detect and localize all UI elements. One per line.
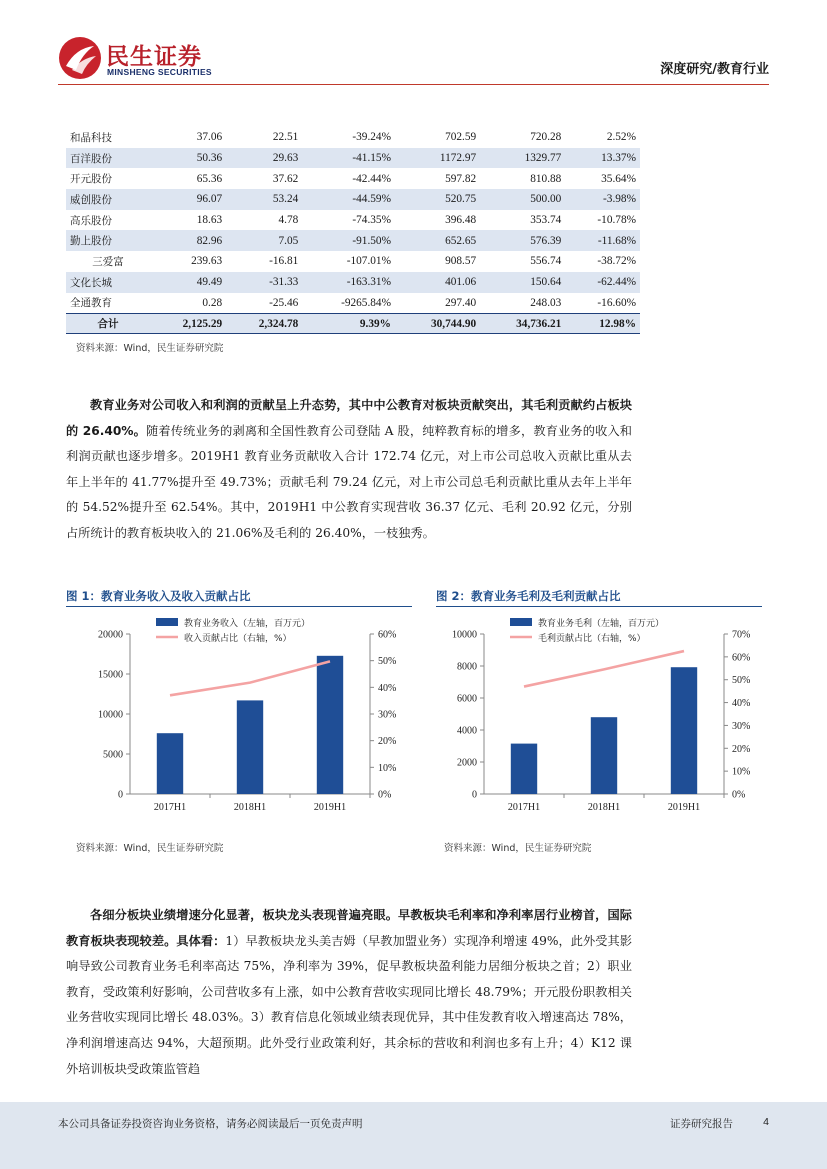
y-tick-label-right: 20% xyxy=(732,743,751,755)
value-cell-c2: -16.81 xyxy=(269,255,299,268)
company-name-cell: 三爱富 xyxy=(92,255,124,268)
figure2-chart xyxy=(420,610,766,822)
x-tick-label: 2019H1 xyxy=(313,802,347,813)
bar xyxy=(671,667,697,794)
value-cell-c3: -41.15% xyxy=(302,148,395,169)
legend-bar-swatch xyxy=(510,618,532,626)
footer-report-label: 证券研究报告 xyxy=(670,1118,733,1130)
y-tick-label-left: 10000 xyxy=(452,629,477,641)
y-tick-label-left: 4000 xyxy=(457,725,477,737)
value-cell-c5: 500.00 xyxy=(480,189,565,210)
page-header xyxy=(0,0,827,92)
value-cell-c4: 702.59 xyxy=(445,131,477,144)
value-cell-c2: 7.05 xyxy=(226,230,302,251)
figure2-title: 图 2：教育业务毛利及毛利贡献占比 xyxy=(436,589,621,603)
page-number: 4 xyxy=(763,1116,769,1128)
brand-name: 民生证券 xyxy=(106,44,202,70)
value-cell-c5: 556.74 xyxy=(530,255,562,268)
y-tick-label-left: 2000 xyxy=(457,757,477,769)
value-cell-c5: 810.88 xyxy=(530,172,562,185)
y-tick-label-right: 70% xyxy=(732,629,751,641)
legend-line-label: 收入贡献占比（右轴，%） xyxy=(184,634,292,644)
value-cell-c2: 22.51 xyxy=(272,131,299,144)
company-name-cell: 合计 xyxy=(66,313,150,334)
figure1-chart xyxy=(66,610,412,822)
paragraph-body: 1）早教板块龙头美吉姆（早教加盟业务）实现净利增速 49%，此外受其影响导致公司教育业务毛利率高达 75%，净利率为 39%，促早教板块盈利能力居细分板块之首；2）职业教育，受政策利好影响，公司营收多有上涨，如中公教育营收实现同比增长 48.79%；开元股份职教相关业务营收实现同比增长 48.03%。3）教育信息化领域业绩表现优异，其中佳发教育收入增速高达 78%，净利润增速高达 94%，大超预期。此外受行业政策利好，其余标的营收和利润也多有上升；4）K12 课外培训板块受政策监管趋 xyxy=(66,933,633,1076)
table-source: 资料来源：Wind，民生证券研究院 xyxy=(76,343,224,354)
value-cell-c5: 720.28 xyxy=(530,131,562,144)
value-cell-c2: 29.63 xyxy=(226,148,302,169)
paragraph-lead: 教育业务对公司收入和利润的贡献呈上升态势，其中中公教育对板块贡献突出，其毛利贡献约占板块的 26.40%。 xyxy=(66,398,632,438)
company-data-table xyxy=(66,127,640,334)
value-cell-c4: 297.40 xyxy=(445,296,477,309)
page-footer xyxy=(0,1102,827,1169)
figure1-title: 图 1：教育业务收入及收入贡献占比 xyxy=(66,589,251,603)
value-cell-c1: 18.63 xyxy=(196,214,223,227)
value-cell-c3: -9265.84% xyxy=(341,296,391,309)
value-cell-c6: -11.68% xyxy=(565,230,640,251)
bar xyxy=(591,717,617,794)
figure2-title-rule xyxy=(436,606,762,607)
y-tick-label-right: 30% xyxy=(732,720,751,732)
value-cell-c4: 396.48 xyxy=(445,214,477,227)
value-cell-c5: 248.03 xyxy=(530,296,562,309)
y-tick-label-right: 0% xyxy=(378,789,392,801)
value-cell-c4: 30,744.90 xyxy=(395,313,480,334)
bar xyxy=(511,744,537,794)
report-type: 深度研究/教育行业 xyxy=(660,62,769,77)
y-tick-label-right: 30% xyxy=(378,709,397,721)
company-name-cell: 文化长城 xyxy=(66,272,150,293)
value-cell-c6: 12.98% xyxy=(565,313,640,334)
figure1-title-rule xyxy=(66,606,412,607)
y-tick-label-right: 60% xyxy=(378,629,397,641)
paragraph-segment-analysis xyxy=(66,903,632,1082)
value-cell-c6: -62.44% xyxy=(565,272,640,293)
value-cell-c4: 401.06 xyxy=(395,272,480,293)
x-tick-label: 2018H1 xyxy=(233,802,267,813)
value-cell-c3: -163.31% xyxy=(302,272,395,293)
value-cell-c5: 576.39 xyxy=(480,230,565,251)
x-tick-label: 2018H1 xyxy=(587,802,621,813)
value-cell-c2: 37.62 xyxy=(272,172,299,185)
paragraph-body: 随着传统业务的剥离和全国性教育公司登陆 A 股，纯粹教育标的增多，教育业务的收入和利润贡献也逐步增多。2019H1 教育业务贡献收入合计 172.74 亿元，对上市公司总收入贡献比重从去年上半年的 41.77%提升至 49.73%；贡献毛利 79.24 亿元，对上市公司总毛利贡献比重从去年上半年的 54.52%提升至 62.54%。其中，2019H1 中公教育实现营收 36.37 亿元、毛利 20.92 亿元，分别占所统计的教育板块收入的 21.06%及毛利的 26.40%，一枝独秀。 xyxy=(66,423,632,540)
table-row xyxy=(66,230,640,251)
value-cell-c3: -39.24% xyxy=(352,131,391,144)
legend-bar-swatch xyxy=(156,618,178,626)
y-tick-label-left: 6000 xyxy=(457,693,477,705)
table-row xyxy=(66,127,640,148)
bar xyxy=(317,656,343,794)
table-row xyxy=(66,168,640,189)
company-name-cell: 百洋股份 xyxy=(66,148,150,169)
value-cell-c1: 82.96 xyxy=(150,230,226,251)
value-cell-c1: 37.06 xyxy=(196,131,223,144)
y-tick-label-right: 40% xyxy=(732,698,751,710)
figure1-source: 资料来源：Wind，民生证券研究院 xyxy=(76,843,224,854)
value-cell-c3: -74.35% xyxy=(352,214,391,227)
value-cell-c6: -16.60% xyxy=(597,296,636,309)
value-cell-c3: -91.50% xyxy=(302,230,395,251)
company-name-cell: 高乐股份 xyxy=(70,214,112,227)
value-cell-c4: 908.57 xyxy=(445,255,477,268)
value-cell-c4: 652.65 xyxy=(395,230,480,251)
paragraph-education-contribution xyxy=(66,393,632,547)
y-tick-label-right: 20% xyxy=(378,736,397,748)
value-cell-c6: -10.78% xyxy=(597,214,636,227)
value-cell-c6: 2.52% xyxy=(606,131,636,144)
minsheng-logo-icon xyxy=(58,36,102,80)
table-row xyxy=(66,251,640,272)
value-cell-c1: 50.36 xyxy=(150,148,226,169)
company-name-cell: 和晶科技 xyxy=(70,131,112,144)
y-tick-label-right: 40% xyxy=(378,682,397,694)
table-row xyxy=(66,189,640,210)
company-name-cell: 全通教育 xyxy=(70,297,112,310)
y-tick-label-right: 50% xyxy=(732,675,751,687)
value-cell-c2: 4.78 xyxy=(278,214,299,227)
bar xyxy=(157,733,183,794)
legend-line-label: 毛利贡献占比（右轴，%） xyxy=(538,634,646,644)
bar xyxy=(237,700,263,794)
y-tick-label-right: 10% xyxy=(732,766,751,778)
y-tick-label-left: 5000 xyxy=(103,749,123,761)
value-cell-c4: 597.82 xyxy=(445,172,477,185)
x-tick-label: 2017H1 xyxy=(153,802,187,813)
value-cell-c6: 35.64% xyxy=(601,172,636,185)
x-tick-label: 2019H1 xyxy=(667,802,701,813)
y-tick-label-right: 50% xyxy=(378,656,397,668)
company-name-cell: 勤上股份 xyxy=(66,230,150,251)
value-cell-c2: -25.46 xyxy=(269,296,299,309)
ratio-line xyxy=(524,651,684,687)
company-name-cell: 威创股份 xyxy=(66,189,150,210)
value-cell-c1: 65.36 xyxy=(196,172,223,185)
footer-disclaimer: 本公司具备证券投资咨询业务资格，请务必阅读最后一页免责声明 xyxy=(58,1118,363,1130)
legend-bar-label: 教育业务收入（左轴，百万元） xyxy=(184,619,311,629)
value-cell-c2: 2,324.78 xyxy=(226,313,302,334)
figure2-source: 资料来源：Wind，民生证券研究院 xyxy=(444,843,592,854)
y-tick-label-left: 0 xyxy=(118,789,123,801)
x-tick-label: 2017H1 xyxy=(507,802,541,813)
value-cell-c1: 96.07 xyxy=(150,189,226,210)
value-cell-c6: -3.98% xyxy=(565,189,640,210)
header-divider xyxy=(58,84,769,85)
value-cell-c5: 1329.77 xyxy=(480,148,565,169)
value-cell-c2: -31.33 xyxy=(226,272,302,293)
y-tick-label-right: 60% xyxy=(732,652,751,664)
value-cell-c1: 0.28 xyxy=(202,296,223,309)
paragraph-lead: 各细分板块业绩增速分化显著，板块龙头表现普遍亮眼。早教板块毛利率和净利率居行业榜首，国际教育板块表现较差。具体看： xyxy=(66,908,632,948)
table-row xyxy=(66,210,640,231)
y-tick-label-right: 0% xyxy=(732,789,746,801)
value-cell-c1: 239.63 xyxy=(191,255,223,268)
table-row xyxy=(66,272,640,293)
y-tick-label-left: 8000 xyxy=(457,661,477,673)
value-cell-c1: 49.49 xyxy=(150,272,226,293)
value-cell-c5: 353.74 xyxy=(530,214,562,227)
y-tick-label-left: 10000 xyxy=(98,709,123,721)
value-cell-c1: 2,125.29 xyxy=(150,313,226,334)
y-tick-label-right: 10% xyxy=(378,762,397,774)
value-cell-c6: 13.37% xyxy=(565,148,640,169)
company-name-cell: 开元股份 xyxy=(70,173,112,186)
value-cell-c3: -107.01% xyxy=(346,255,391,268)
table-total-row xyxy=(66,313,640,334)
y-tick-label-left: 0 xyxy=(472,789,477,801)
value-cell-c5: 34,736.21 xyxy=(480,313,565,334)
value-cell-c2: 53.24 xyxy=(226,189,302,210)
brand-name-en: MINSHENG SECURITIES xyxy=(107,67,212,77)
table-row xyxy=(66,148,640,169)
legend-bar-label: 教育业务毛利（左轴，百万元） xyxy=(538,619,665,629)
value-cell-c3: -42.44% xyxy=(352,172,391,185)
ratio-line xyxy=(170,661,330,695)
y-tick-label-left: 15000 xyxy=(98,669,123,681)
table-row xyxy=(66,293,640,314)
y-tick-label-left: 20000 xyxy=(98,629,123,641)
value-cell-c6: -38.72% xyxy=(597,255,636,268)
value-cell-c4: 1172.97 xyxy=(395,148,480,169)
value-cell-c3: 9.39% xyxy=(302,313,395,334)
value-cell-c3: -44.59% xyxy=(302,189,395,210)
value-cell-c4: 520.75 xyxy=(395,189,480,210)
value-cell-c5: 150.64 xyxy=(480,272,565,293)
